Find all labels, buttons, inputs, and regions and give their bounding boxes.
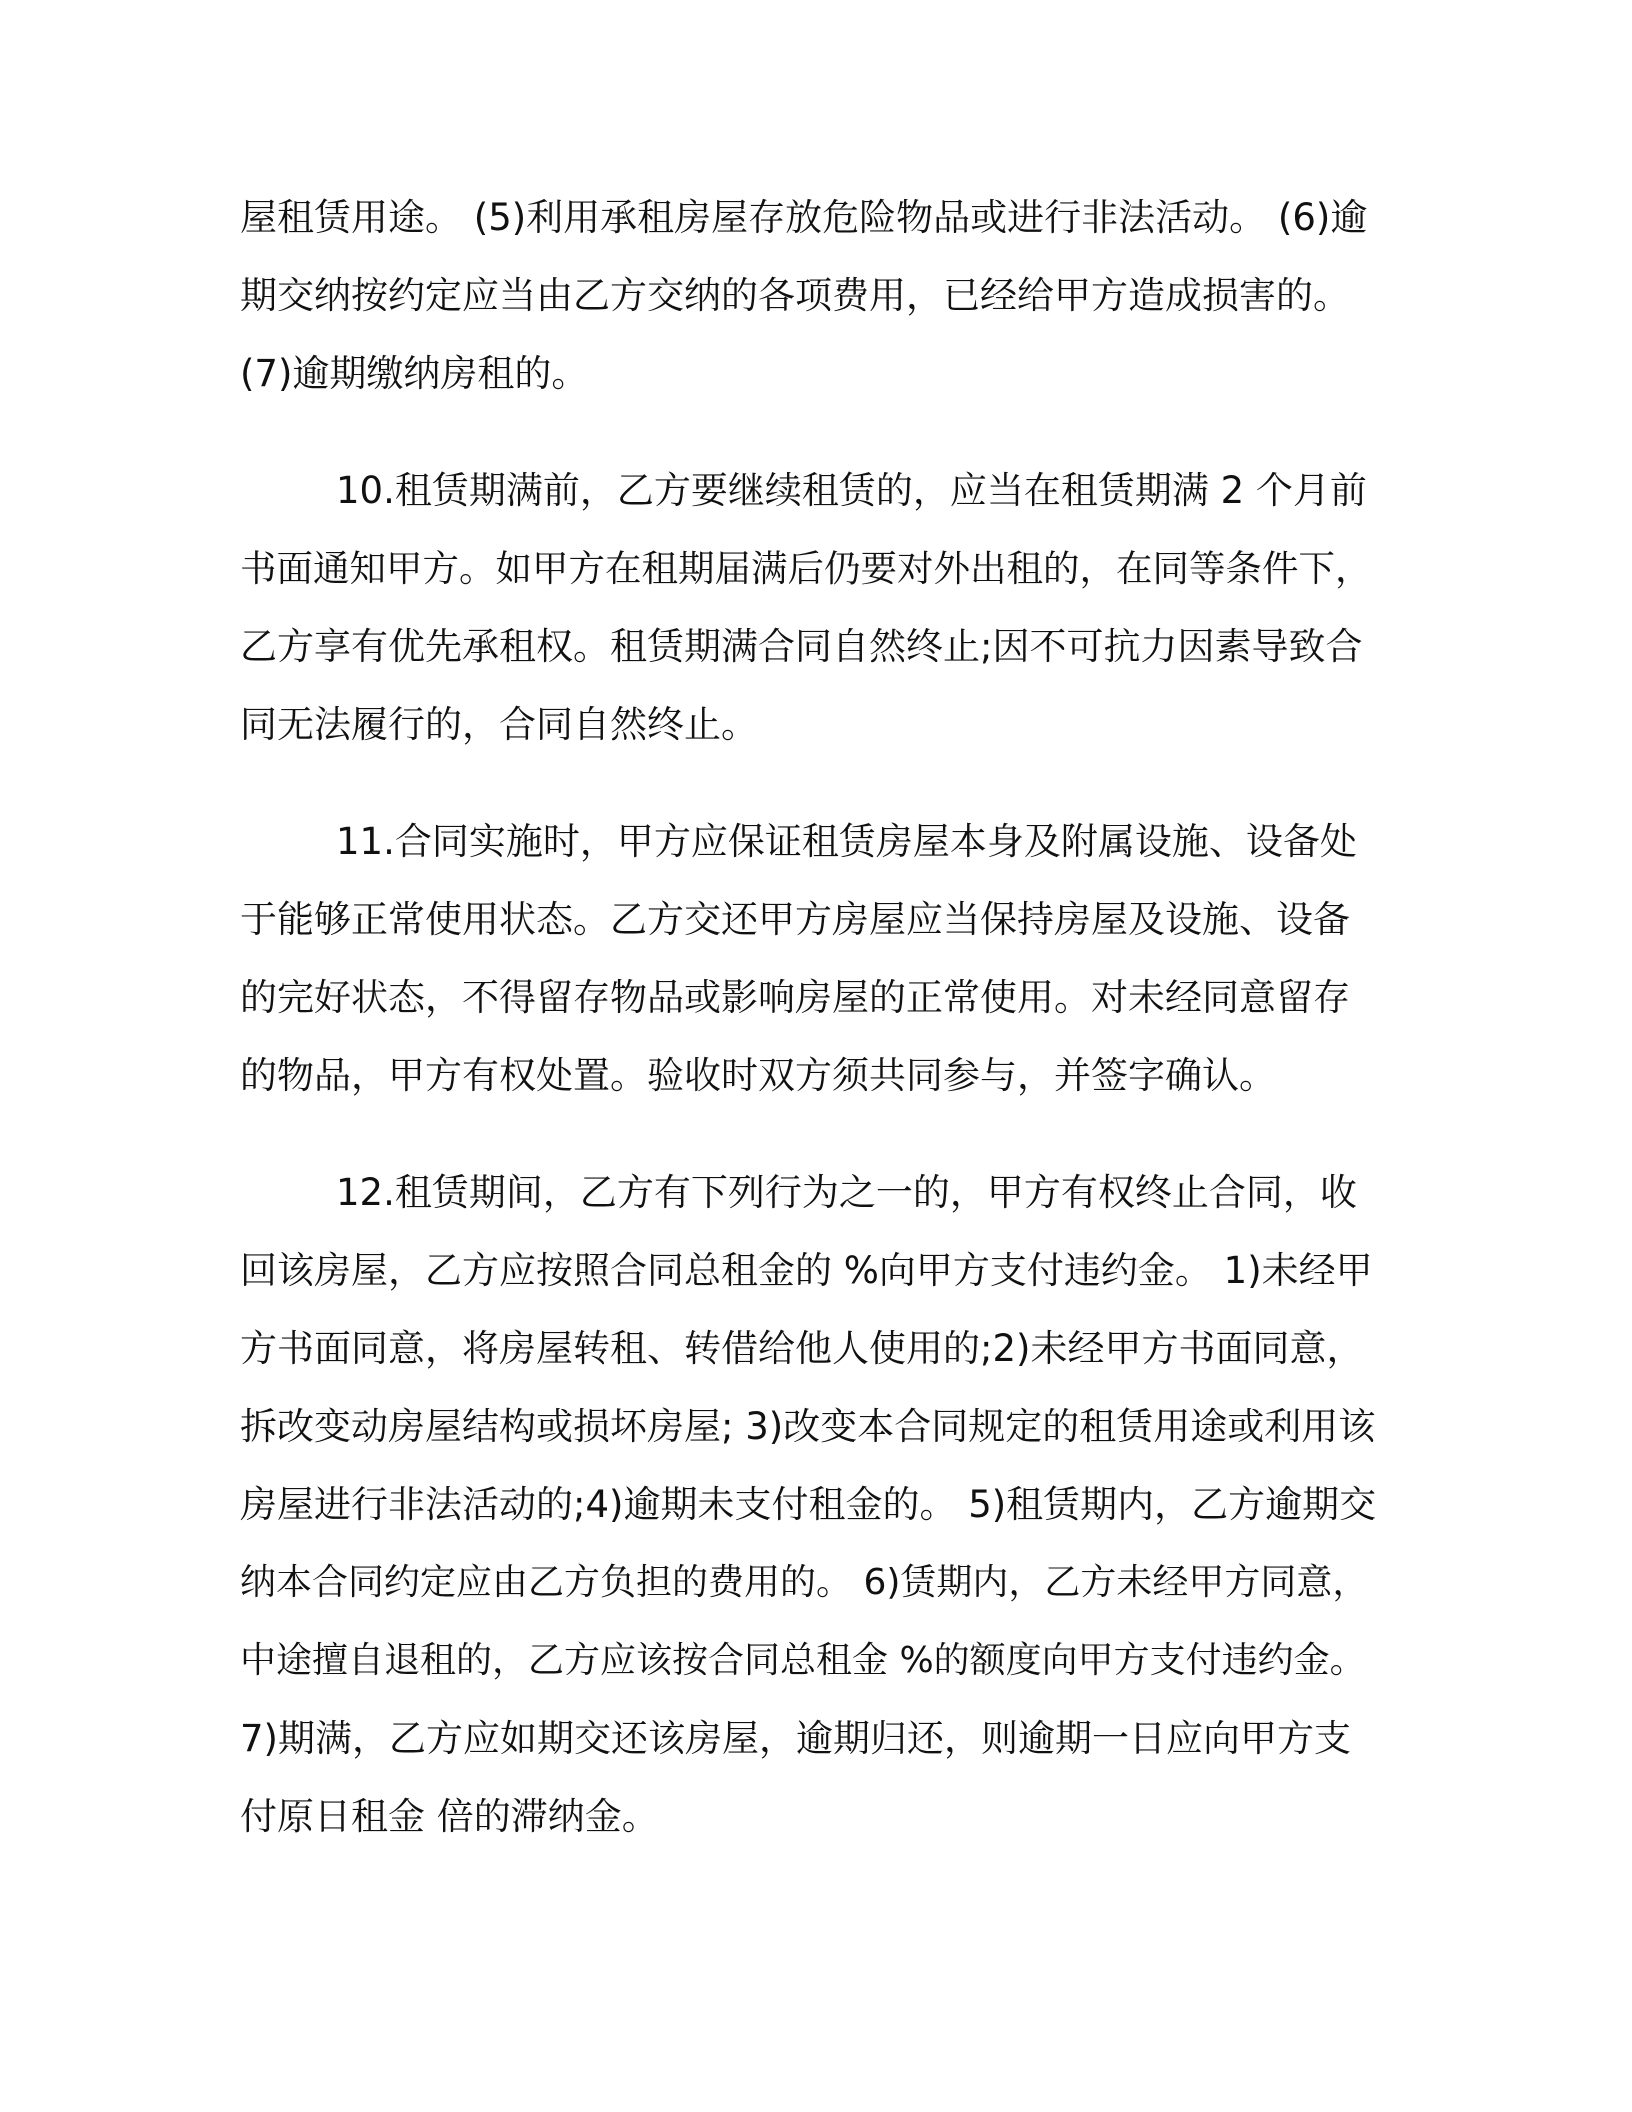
paragraph-gap	[240, 1124, 1380, 1163]
text-line: 的完好状态，不得留存物品或影响房屋的正常使用。对未经同意留存	[240, 976, 1350, 1019]
text-line: 期交纳按约定应当由乙方交纳的各项费用，已经给甲方造成损害的。	[240, 274, 1350, 317]
document-body	[240, 188, 1380, 1865]
text-line: 付原日租金 倍的滞纳金。	[240, 1795, 659, 1838]
text-line: 同无法履行的，合同自然终止。	[240, 703, 758, 746]
text-line: 书面通知甲方。如甲方在租期届满后仍要对外出租的，在同等条件下，	[240, 547, 1372, 590]
text-line: 12.租赁期间，乙方有下列行为之一的，甲方有权终止合同，收	[336, 1171, 1357, 1214]
paragraph-gap	[240, 422, 1380, 461]
text-line: 10.租赁期满前，乙方要继续租赁的，应当在租赁期满 2 个月前	[336, 469, 1367, 512]
text-line: 中途擅自退租的，乙方应该按合同总租金 %的额度向甲方支付违约金。	[240, 1640, 1366, 1681]
text-line: 乙方享有优先承租权。租赁期满合同自然终止;因不可抗力因素导致合	[240, 625, 1363, 668]
text-line: 的物品，甲方有权处置。验收时双方须共同参与，并签字确认。	[240, 1054, 1276, 1097]
paragraph-gap	[240, 773, 1380, 812]
text-line: 拆改变动房屋结构或损坏房屋; 3)改变本合同规定的租赁用途或利用该	[240, 1405, 1376, 1448]
text-line: 房屋进行非法活动的;4)逾期未支付租金的。 5)租赁期内，乙方逾期交	[240, 1483, 1377, 1526]
text-line: (7)逾期缴纳房租的。	[240, 352, 589, 395]
text-line: 方书面同意，将房屋转租、转借给他人使用的;2)未经甲方书面同意，	[240, 1327, 1364, 1370]
text-line: 回该房屋，乙方应按照合同总租金的 %向甲方支付违约金。 1)未经甲	[240, 1249, 1373, 1292]
text-line: 屋租赁用途。 (5)利用承租房屋存放危险物品或进行非法活动。 (6)逾	[240, 196, 1368, 239]
paragraph-10	[240, 461, 1380, 773]
text-line: 于能够正常使用状态。乙方交还甲方房屋应当保持房屋及设施、设备	[240, 898, 1350, 941]
paragraph-9-continued	[240, 188, 1380, 422]
text-line: 11.合同实施时，甲方应保证租赁房屋本身及附属设施、设备处	[336, 820, 1357, 863]
text-line: 7)期满，乙方应如期交还该房屋，逾期归还，则逾期一日应向甲方支	[240, 1717, 1351, 1760]
paragraph-11	[240, 812, 1380, 1124]
paragraph-12	[240, 1163, 1380, 1865]
text-line: 纳本合同约定应由乙方负担的费用的。 6)赁期内，乙方未经甲方同意，	[240, 1562, 1369, 1603]
